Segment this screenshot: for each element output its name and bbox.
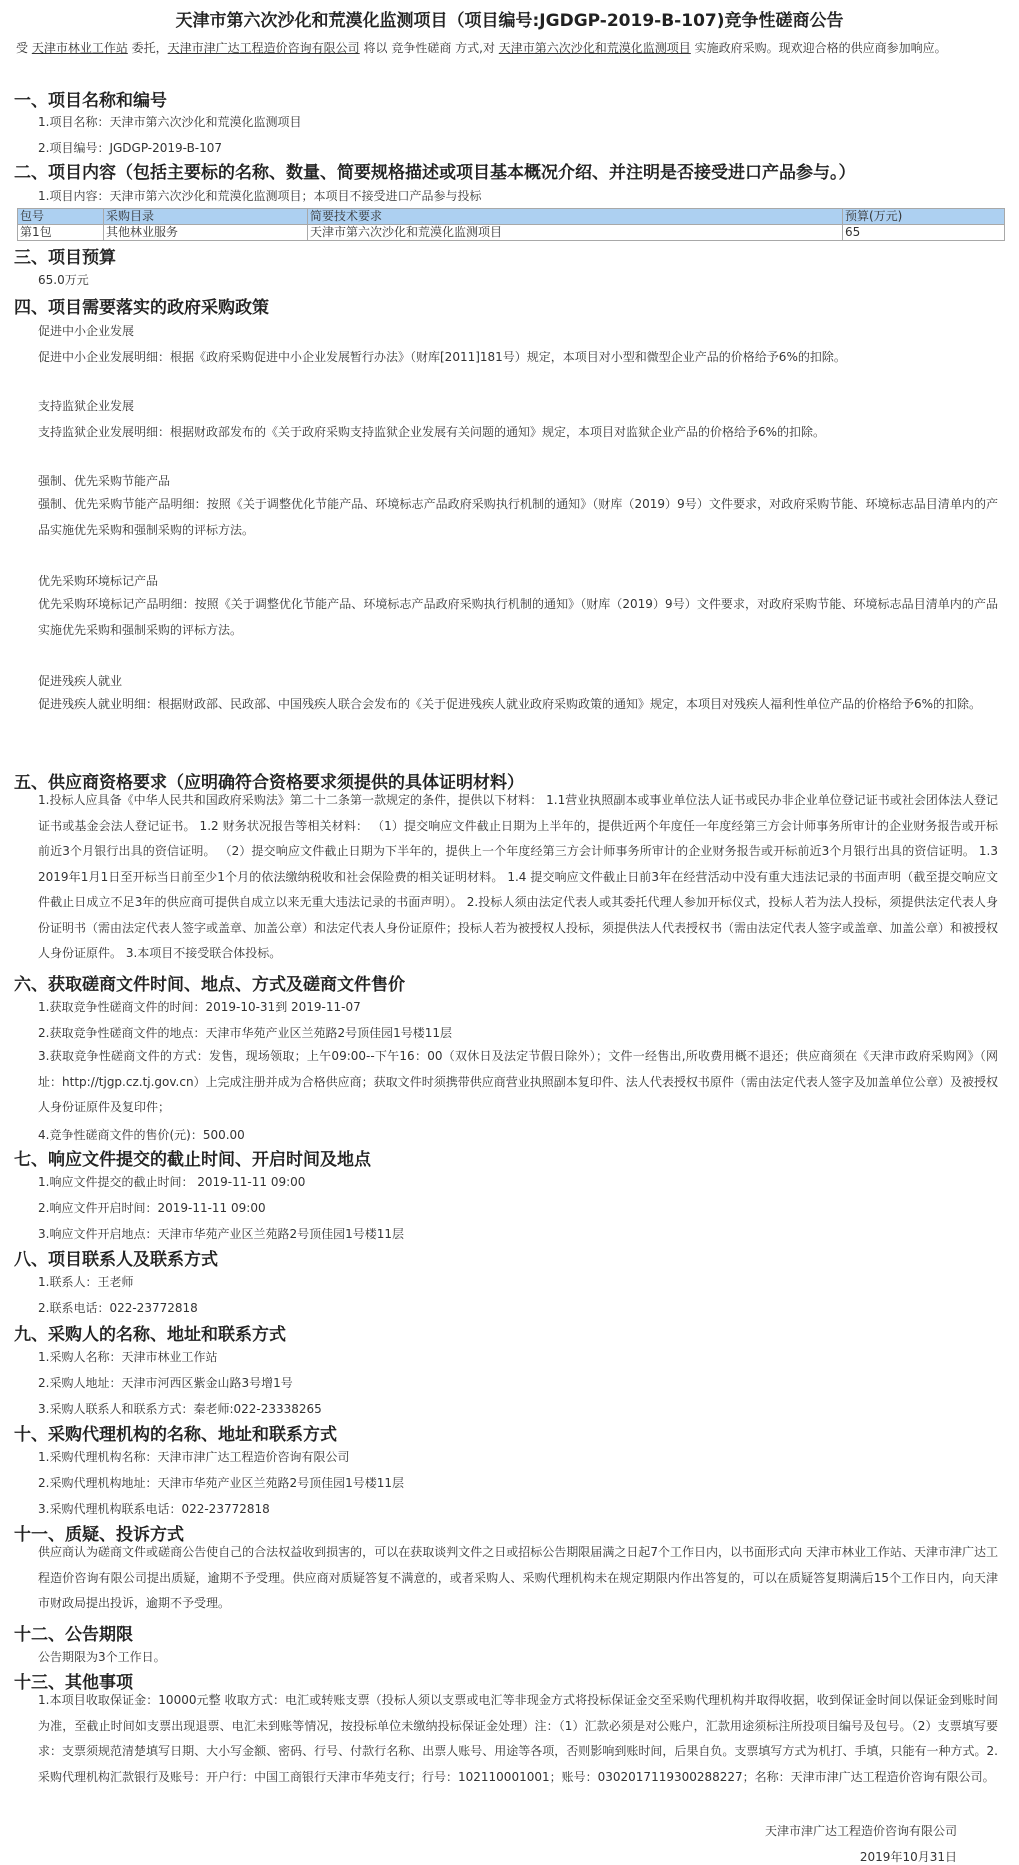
section-5-heading: 五、供应商资格要求（应明确符合资格要求须提供的具体证明材料）: [14, 773, 524, 793]
agency-link: 天津市津广达工程造价咨询有限公司: [167, 41, 360, 55]
section-8-heading: 八、项目联系人及联系方式: [14, 1250, 218, 1270]
doc-location: 2.获取竞争性磋商文件的地点：天津市华苑产业区兰苑路2号顶佳园1号楼11层: [38, 1026, 452, 1040]
announcement-period: 公告期限为3个工作日。: [38, 1650, 166, 1664]
section-4-heading: 四、项目需要落实的政府采购政策: [14, 298, 269, 318]
submission-deadline: 1.响应文件提交的截止时间： 2019-11-11 09:00: [38, 1175, 306, 1189]
section-9-heading: 九、采购人的名称、地址和联系方式: [14, 1325, 286, 1345]
intro-paragraph: [16, 36, 1006, 60]
section-6-heading: 六、获取磋商文件时间、地点、方式及磋商文件售价: [14, 975, 405, 995]
section-7-heading: 七、响应文件提交的截止时间、开启时间及地点: [14, 1150, 371, 1170]
policy-detail: 促进残疾人就业明细：根据财政部、民政部、中国残疾人联合会发布的《关于促进残疾人就业政府采购政策的通知》规定，本项目对残疾人福利性单位产品的价格给予6%的扣除。: [38, 697, 982, 711]
purchaser-address: 2.采购人地址：天津市河西区紫金山路3号增1号: [38, 1376, 293, 1390]
policy-detail: 强制、优先采购节能产品明细：按照《关于调整优化节能产品、环境标志产品政府采购执行机制的通知》（财库（2019）9号）文件要求，对政府采购节能、环境标志品目清单内的产品实施优先采购和强制采购的评标方法。: [38, 497, 998, 537]
intro-text: 受: [16, 41, 32, 55]
agency-phone: 3.采购代理机构联系电话：022-23772818: [38, 1502, 270, 1516]
table-cell: 65: [843, 225, 1005, 241]
section-2-heading: 二、项目内容（包括主要标的名称、数量、简要规格描述或项目基本概况介绍、并注明是否接受进口产品参与。）: [14, 163, 856, 183]
section-3-heading: 三、项目预算: [14, 248, 116, 268]
project-number: 2.项目编号：JGDGP-2019-B-107: [38, 141, 223, 155]
intro-text: 委托，: [127, 41, 168, 55]
complaint-text: 供应商认为磋商文件或磋商公告使自己的合法权益收到损害的，可以在获取谈判文件之日或招标公告期限届满之日起7个工作日内，以书面形式向 天津市林业工作站、天津市津广达工程造价咨询有限公司提出质疑，逾期不予受理。供应商对质疑答复不满意的，或者采购人、采购代理机构未在规定期限内作出答复的，可以在质疑答复期满后15个工作日内，向天津市财政局提出投诉，逾期不予受理。: [38, 1545, 998, 1610]
policy-name: 促进中小企业发展: [38, 324, 135, 338]
section-10-heading: 十、采购代理机构的名称、地址和联系方式: [14, 1425, 337, 1445]
project-link: 天津市第六次沙化和荒漠化监测项目: [498, 41, 691, 55]
policy-name: 强制、优先采购节能产品: [38, 474, 171, 488]
doc-method: 3.获取竞争性磋商文件的方式：发售，现场领取；上午09:00--下午16：00（双休日及法定节假日除外）；文件一经售出,所收费用概不退还；供应商须在《天津市政府采购网》（网址：http://tjgp.cz.tj.gov.cn）上完成注册并成为合格供应商；获取文件时须携带供应商营业执照副本复印件、法人代表授权书原件（需由法定代表人签字及加盖单位公章）及被授权人身份证原件及复印件；: [38, 1049, 998, 1114]
agency-name: 1.采购代理机构名称：天津市津广达工程造价咨询有限公司: [38, 1450, 350, 1464]
policy-detail: 支持监狱企业发展明细：根据财政部发布的《关于政府采购支持监狱企业发展有关问题的通知》规定，本项目对监狱企业产品的价格给予6%的扣除。: [38, 425, 826, 439]
policy-name: 支持监狱企业发展: [38, 399, 135, 413]
column-header: 简要技术要求: [308, 209, 843, 225]
intro-text: 将以: [359, 41, 392, 55]
supplier-requirements: 1.投标人应具备《中华人民共和国政府采购法》第二十二条第一款规定的条件，提供以下材料： 1.1营业执照副本或事业单位法人证书或民办非企业单位登记证书或社会团体法人登记证书或基金会法人登记证书。 1.2 财务状况报告等相关材料： （1）提交响应文件截止日期为上半年的，提供近两个年度任一年度经第三方会计师事务所审计的企业财务报告或开标前近3个月银行出具的资信证明。 （2）提交响应文件截止日期为下半年的，提供上一个年度经第三方会计师事务所审计的企业财务报告或开标前近3个月银行出具的资信证明。 1.3 2019年1月1日至开标当日前至少1个月的依法缴纳税收和社会保险费的相关证明材料。 1.4 提交响应文件截止日前3年在经营活动中没有重大违法记录的书面声明（截至提交响应文件截止日成立不足3年的供应商可提供自成立以来无重大违法记录的书面声明）。 2.投标人须由法定代表人或其委托代理人参加开标仪式，投标人若为法人投标，须提供法定代表人身份证明书（需由法定代表人签字或盖章、加盖公章）和法定代表人身份证原件；投标人若为被授权人投标，须提供法人代表授权书（需由法定代表人签字或盖章、加盖公章）和被授权人身份证原件。 3.本项目不接受联合体投标。: [38, 793, 999, 960]
purchaser-contact: 3.采购人联系人和联系方式：秦老师:022-23338265: [38, 1402, 322, 1416]
table-header-row: [18, 209, 1005, 225]
package-table: [17, 208, 1005, 241]
contact-person: 1.联系人：王老师: [38, 1275, 134, 1289]
section-1-heading: 一、项目名称和编号: [14, 91, 167, 111]
policy-detail: 促进中小企业发展明细：根据《政府采购促进中小企业发展暂行办法》（财库[2011]181号）规定，本项目对小型和微型企业产品的价格给予6%的扣除。: [38, 350, 846, 364]
procurement-method: 竞争性磋商: [391, 41, 452, 55]
contact-phone: 2.联系电话：022-23772818: [38, 1301, 198, 1315]
project-content: 1.项目内容：天津市第六次沙化和荒漠化监测项目；本项目不接受进口产品参与投标: [38, 189, 482, 203]
project-name: 1.项目名称：天津市第六次沙化和荒漠化监测项目: [38, 115, 302, 129]
other-matters: 1.本项目收取保证金：10000元整 收取方式：电汇或转账支票（投标人须以支票或电汇等非现金方式将投标保证金交至采购代理机构并取得收据，收到保证金时间以保证金到账时间为准，至截止时间如支票出现退票、电汇未到账等情况，按投标单位未缴纳投标保证金处理）注：（1）汇款必须是对公账户，汇款用途须标注所投项目编号及包号。（2）支票填写要求：支票须规范清楚填写日期、大小写金额、密码、行号、付款行名称、出票人账号、用途等各项，否则影响到账时间，后果自负。支票填写方式为机打、手填，只能有一种方式。2.采购代理机构汇款银行及账号：开户行：中国工商银行天津市华苑支行；行号：102110001001；账号：0302017119300288227；名称：天津市津广达工程造价咨询有限公司。: [38, 1693, 998, 1784]
purchaser-link: 天津市林业工作站: [31, 41, 128, 55]
signature-org: 天津市津广达工程造价咨询有限公司: [764, 1824, 957, 1838]
doc-price: 4.竞争性磋商文件的售价(元)：500.00: [38, 1128, 245, 1142]
intro-text: 方式,对: [451, 41, 499, 55]
section-11-heading: 十一、质疑、投诉方式: [14, 1525, 184, 1545]
purchaser-name: 1.采购人名称：天津市林业工作站: [38, 1350, 218, 1364]
column-header: 预算(万元): [843, 209, 1005, 225]
column-header: 包号: [18, 209, 104, 225]
budget-value: 65.0万元: [38, 273, 89, 287]
section-13-heading: 十三、其他事项: [14, 1673, 133, 1693]
policy-name: 促进残疾人就业: [38, 674, 123, 688]
opening-time: 2.响应文件开启时间：2019-11-11 09:00: [38, 1201, 266, 1215]
column-header: 采购目录: [104, 209, 308, 225]
agency-address: 2.采购代理机构地址：天津市华苑产业区兰苑路2号顶佳园1号楼11层: [38, 1476, 404, 1490]
doc-time: 1.获取竞争性磋商文件的时间：2019-10-31到 2019-11-07: [38, 1000, 361, 1014]
section-12-heading: 十二、公告期限: [14, 1625, 133, 1645]
table-cell: 天津市第六次沙化和荒漠化监测项目: [308, 225, 843, 241]
intro-text: 实施政府采购。现欢迎合格的供应商参加响应。: [690, 41, 947, 55]
table-cell: 其他林业服务: [104, 225, 308, 241]
table-cell: 第1包: [18, 225, 104, 241]
page-title: 天津市第六次沙化和荒漠化监测项目（项目编号:JGDGP-2019-B-107)竞争性磋商公告: [175, 11, 844, 31]
signature-date: 2019年10月31日: [859, 1850, 957, 1864]
policy-detail: 优先采购环境标记产品明细：按照《关于调整优化节能产品、环境标志产品政府采购执行机制的通知》（财库（2019）9号）文件要求，对政府采购节能、环境标志品目清单内的产品实施优先采购和强制采购的评标方法。: [38, 597, 998, 637]
table-row: [18, 225, 1005, 241]
opening-location: 3.响应文件开启地点：天津市华苑产业区兰苑路2号顶佳园1号楼11层: [38, 1227, 404, 1241]
policy-name: 优先采购环境标记产品: [38, 574, 159, 588]
